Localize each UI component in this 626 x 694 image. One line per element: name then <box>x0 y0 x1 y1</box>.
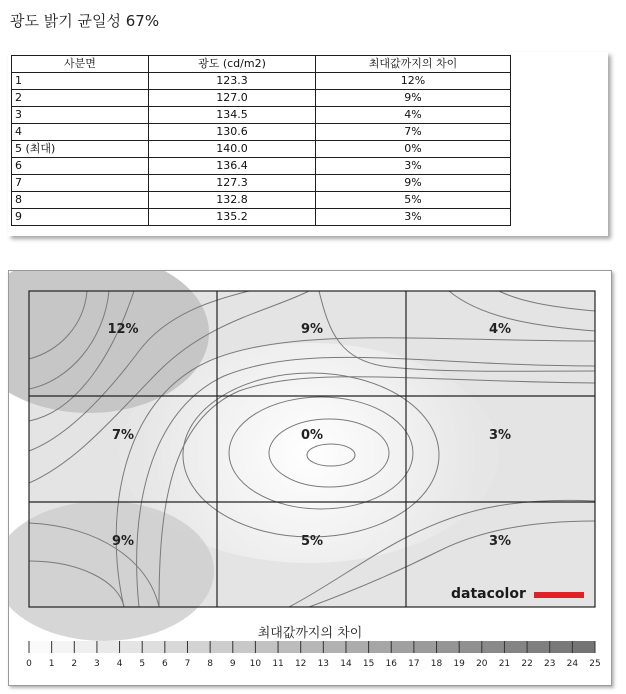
scale-swatch <box>323 641 346 653</box>
scale-tick-label: 17 <box>408 659 420 669</box>
scale-tick-label: 8 <box>207 659 213 669</box>
table-row <box>12 73 511 90</box>
scale-swatch <box>550 641 573 653</box>
uniformity-table-card <box>8 52 608 236</box>
scale-tick-label: 9 <box>229 659 236 669</box>
quadrant-cell: 9 <box>12 209 149 226</box>
luminance-cell: 127.0 <box>149 90 316 107</box>
scale-tick-label: 1 <box>48 659 55 669</box>
scale-swatch <box>97 641 120 653</box>
scale-tick-label: 10 <box>249 659 262 669</box>
difference-cell: 0% <box>316 141 511 158</box>
scale-title: 최대값까지의 차이 <box>257 626 363 641</box>
cell-label-r1c2: 9% <box>300 322 324 337</box>
scale-swatch <box>187 641 210 653</box>
datacolor-logo-text: datacolor <box>451 586 526 602</box>
scale-swatch <box>572 641 595 653</box>
scale-swatch <box>278 641 301 653</box>
scale-swatch <box>120 641 143 653</box>
cell-label-r2c1: 7% <box>111 428 135 443</box>
difference-cell: 3% <box>316 158 511 175</box>
difference-cell: 7% <box>316 124 511 141</box>
scale-tick-label: 13 <box>317 659 330 669</box>
cell-label-r3c2: 5% <box>300 534 324 549</box>
luminance-cell: 135.2 <box>149 209 316 226</box>
scale-tick-label: 4 <box>116 659 123 669</box>
scale-tick-label: 15 <box>362 659 375 669</box>
luminance-cell: 123.3 <box>149 73 316 90</box>
luminance-cell: 130.6 <box>149 124 316 141</box>
table-row <box>12 192 511 209</box>
scale-swatch <box>165 641 188 653</box>
table-row <box>12 141 511 158</box>
cell-label-r3c1: 9% <box>111 534 135 549</box>
scale-swatch <box>142 641 165 653</box>
table-header-row <box>12 56 511 73</box>
scale-swatch <box>482 641 505 653</box>
scale-tick-label: 21 <box>498 659 511 669</box>
cell-label-r1c1: 12% <box>107 322 139 337</box>
table-row <box>12 158 511 175</box>
scale-swatch <box>391 641 414 653</box>
table-row <box>12 209 511 226</box>
difference-cell: 4% <box>316 107 511 124</box>
luminance-cell: 132.8 <box>149 192 316 209</box>
luminance-cell: 127.3 <box>149 175 316 192</box>
scale-swatch <box>74 641 97 653</box>
quadrant-cell: 8 <box>12 192 149 209</box>
table-row <box>12 124 511 141</box>
scale-tick-label: 22 <box>521 659 533 669</box>
scale-swatch <box>233 641 256 653</box>
scale-tick-label: 20 <box>476 659 488 669</box>
cell-label-r3c3: 3% <box>488 534 512 549</box>
scale-tick-label: 19 <box>453 659 465 669</box>
scale-tick-label: 12 <box>294 659 307 669</box>
scale-swatch <box>301 641 324 653</box>
scale-tick-label: 7 <box>184 659 191 669</box>
difference-cell: 12% <box>316 73 511 90</box>
header-quadrant: 사분면 <box>12 56 149 73</box>
table-row <box>12 90 511 107</box>
cell-label-r1c3: 4% <box>488 322 512 337</box>
scale-swatch <box>255 641 278 653</box>
scale-swatch <box>210 641 233 653</box>
quadrant-cell: 2 <box>12 90 149 107</box>
scale-swatch <box>504 641 527 653</box>
quadrant-cell: 7 <box>12 175 149 192</box>
scale-tick-label: 5 <box>139 659 146 669</box>
cell-label-r2c3: 3% <box>488 428 512 443</box>
table-row <box>12 175 511 192</box>
scale-swatch <box>459 641 482 653</box>
scale-tick-label: 23 <box>543 659 556 669</box>
difference-scale <box>26 641 601 669</box>
scale-swatch <box>527 641 550 653</box>
uniformity-table <box>11 55 511 226</box>
difference-cell: 9% <box>316 175 511 192</box>
header-luminance: 광도 (cd/m2) <box>149 56 316 73</box>
quadrant-cell: 4 <box>12 124 149 141</box>
cell-label-r2c2: 0% <box>300 428 324 443</box>
scale-swatch <box>369 641 392 653</box>
quadrant-cell: 6 <box>12 158 149 175</box>
scale-swatch <box>414 641 437 653</box>
scale-tick-label: 18 <box>430 659 443 669</box>
scale-tick-label: 14 <box>340 659 352 669</box>
uniformity-chart-card <box>8 270 612 686</box>
page-title: 광도 밝기 균일성 67% <box>10 12 160 30</box>
scale-tick-label: 2 <box>71 659 78 669</box>
scale-tick-label: 25 <box>589 659 601 669</box>
difference-cell: 5% <box>316 192 511 209</box>
quadrant-cell: 5 (최대) <box>12 141 149 158</box>
scale-swatch <box>346 641 369 653</box>
quadrant-cell: 1 <box>12 73 149 90</box>
datacolor-logo-bar <box>534 592 584 598</box>
scale-tick-label: 11 <box>272 659 284 669</box>
scale-tick-label: 3 <box>94 659 100 669</box>
quadrant-cell: 3 <box>12 107 149 124</box>
header-difference: 최대값까지의 차이 <box>316 56 511 73</box>
luminance-cell: 136.4 <box>149 158 316 175</box>
difference-cell: 9% <box>316 90 511 107</box>
scale-swatch <box>437 641 460 653</box>
luminance-cell: 140.0 <box>149 141 316 158</box>
scale-tick-label: 24 <box>566 659 579 669</box>
scale-tick-label: 0 <box>26 659 32 669</box>
scale-swatch <box>29 641 52 653</box>
luminance-cell: 134.5 <box>149 107 316 124</box>
scale-tick-label: 16 <box>385 659 397 669</box>
scale-tick-label: 6 <box>161 659 168 669</box>
table-row <box>12 107 511 124</box>
difference-cell: 3% <box>316 209 511 226</box>
scale-swatch <box>52 641 75 653</box>
